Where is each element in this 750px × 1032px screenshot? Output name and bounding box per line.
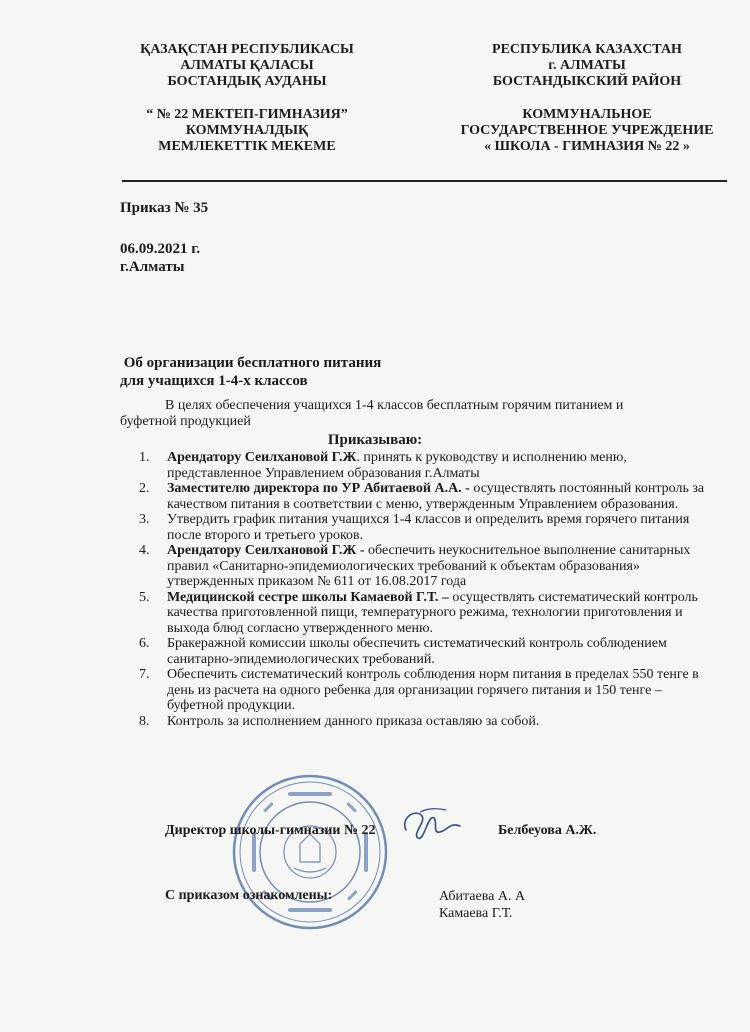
item-text: Бракеражной комиссии школы обеспечить систематический контроль соблюдением санитарно-эпидемиологических требований. bbox=[167, 636, 667, 667]
acknowledged-name: Камаева Г.Т. bbox=[439, 906, 513, 921]
header-right-line: БОСТАНДЫКСКИЙ РАЙОН bbox=[492, 74, 682, 89]
header-divider bbox=[122, 180, 727, 182]
item-number: 4. bbox=[139, 543, 150, 558]
item-text: осуществлять постоянный контроль за качеством питания в соответствии с меню, утвержденным Управлением образования. bbox=[167, 481, 705, 512]
item-bold-text: Арендатору Сеилхановой Г.Ж - bbox=[167, 543, 365, 558]
acknowledged-names bbox=[439, 888, 525, 922]
header-spacer bbox=[452, 90, 722, 107]
official-stamp-icon bbox=[230, 772, 390, 932]
order-title-line1: Об организации бесплатного питания bbox=[120, 355, 382, 371]
director-name: Белбеуова А.Ж. bbox=[498, 823, 597, 838]
item-number: 6. bbox=[139, 636, 150, 651]
order-date: 06.09.2021 г. bbox=[120, 241, 201, 257]
acknowledged-name: Абитаева А. А bbox=[439, 889, 526, 904]
item-bold-text: Заместителю директора по УР Абитаевой А.А. - bbox=[167, 481, 470, 496]
item-number: 2. bbox=[139, 481, 150, 496]
header-right-line: г. АЛМАТЫ bbox=[548, 58, 626, 73]
header-right-block bbox=[452, 42, 722, 155]
order-title bbox=[120, 354, 381, 390]
list-item bbox=[139, 543, 707, 590]
item-text: . принять к руководству и исполнению меню, представленное Управлением образования г.Алматы bbox=[167, 450, 627, 481]
header-left-line: ҚАЗАҚСТАН РЕСПУБЛИКАСЫ bbox=[140, 42, 354, 57]
item-bold-text: Медицинской сестре школы Камаевой Г.Т. – bbox=[167, 589, 449, 605]
order-number: Приказ № 35 bbox=[120, 200, 209, 216]
header-left-line: БОСТАНДЫҚ АУДАНЫ bbox=[167, 74, 327, 89]
header-left-line: МЕМЛЕКЕТТІК МЕКЕМЕ bbox=[158, 139, 336, 154]
header-right-line: РЕСПУБЛИКА КАЗАХСТАН bbox=[492, 42, 682, 57]
item-text: осуществлять систематический контроль качества приготовленной пищи, температурного режима, технологии приготовления и выхода блюд согласно утвержденного меню. bbox=[167, 589, 698, 636]
intro-paragraph: В целях обеспечения учащихся 1-4 классов бесплатным горячим питанием и буфетной продукцией bbox=[120, 398, 624, 429]
item-text: Обеспечить систематический контроль соблюдения норм питания в пределах 550 тенге в день из расчета на одного ребенка для организации горячего питания и 150 тенге – буфетной продукции. bbox=[167, 667, 699, 713]
list-item bbox=[139, 512, 707, 543]
order-city: г.Алматы bbox=[120, 259, 185, 275]
list-item bbox=[139, 713, 707, 730]
item-number: 8. bbox=[139, 713, 150, 729]
header-left-line: АЛМАТЫ ҚАЛАСЫ bbox=[180, 58, 314, 73]
list-item bbox=[139, 667, 707, 714]
item-number: 7. bbox=[139, 667, 150, 682]
item-text: обеспечить неукоснительное выполнение санитарных правил «Санитарно-эпидемиологических требований к объектам образования» утвержденных приказом № 611 от 16.08.2017 года bbox=[167, 543, 691, 589]
header-right-line: ГОСУДАРСТВЕННОЕ УЧРЕЖДЕНИЕ bbox=[460, 123, 714, 138]
director-position: Директор школы-гимназии № 22 bbox=[165, 823, 376, 838]
header-spacer bbox=[112, 90, 382, 107]
item-number: 1. bbox=[139, 450, 150, 465]
item-text: Утвердить график питания учащихся 1-4 классов и определить время горячего питания после второго и третьего уроков. bbox=[167, 512, 690, 543]
item-number: 5. bbox=[139, 589, 150, 605]
header-right-line: « ШКОЛА - ГИМНАЗИЯ № 22 » bbox=[484, 139, 690, 154]
list-item bbox=[139, 450, 707, 481]
item-text: Контроль за исполнением данного приказа оставляю за собой. bbox=[167, 713, 540, 729]
prikazyvayu-heading: Приказываю: bbox=[327, 432, 423, 448]
header-left-block bbox=[112, 42, 382, 155]
item-bold-text: Арендатору Сеилхановой Г.Ж bbox=[167, 450, 357, 465]
acknowledged-label: С приказом ознакомлены: bbox=[165, 888, 333, 903]
header-right-line: КОММУНАЛЬНОЕ bbox=[522, 107, 652, 122]
header-left-line: КОММУНАЛДЫҚ bbox=[185, 123, 309, 138]
list-item bbox=[139, 636, 707, 667]
item-number: 3. bbox=[139, 512, 150, 527]
signature-icon bbox=[398, 800, 468, 850]
order-items-list bbox=[139, 450, 707, 729]
order-title-line2: для учащихся 1-4-х классов bbox=[120, 373, 308, 389]
list-item bbox=[139, 589, 707, 637]
list-item bbox=[139, 481, 707, 512]
header-left-line: “ № 22 МЕКТЕП-ГИМНАЗИЯ” bbox=[146, 107, 348, 122]
